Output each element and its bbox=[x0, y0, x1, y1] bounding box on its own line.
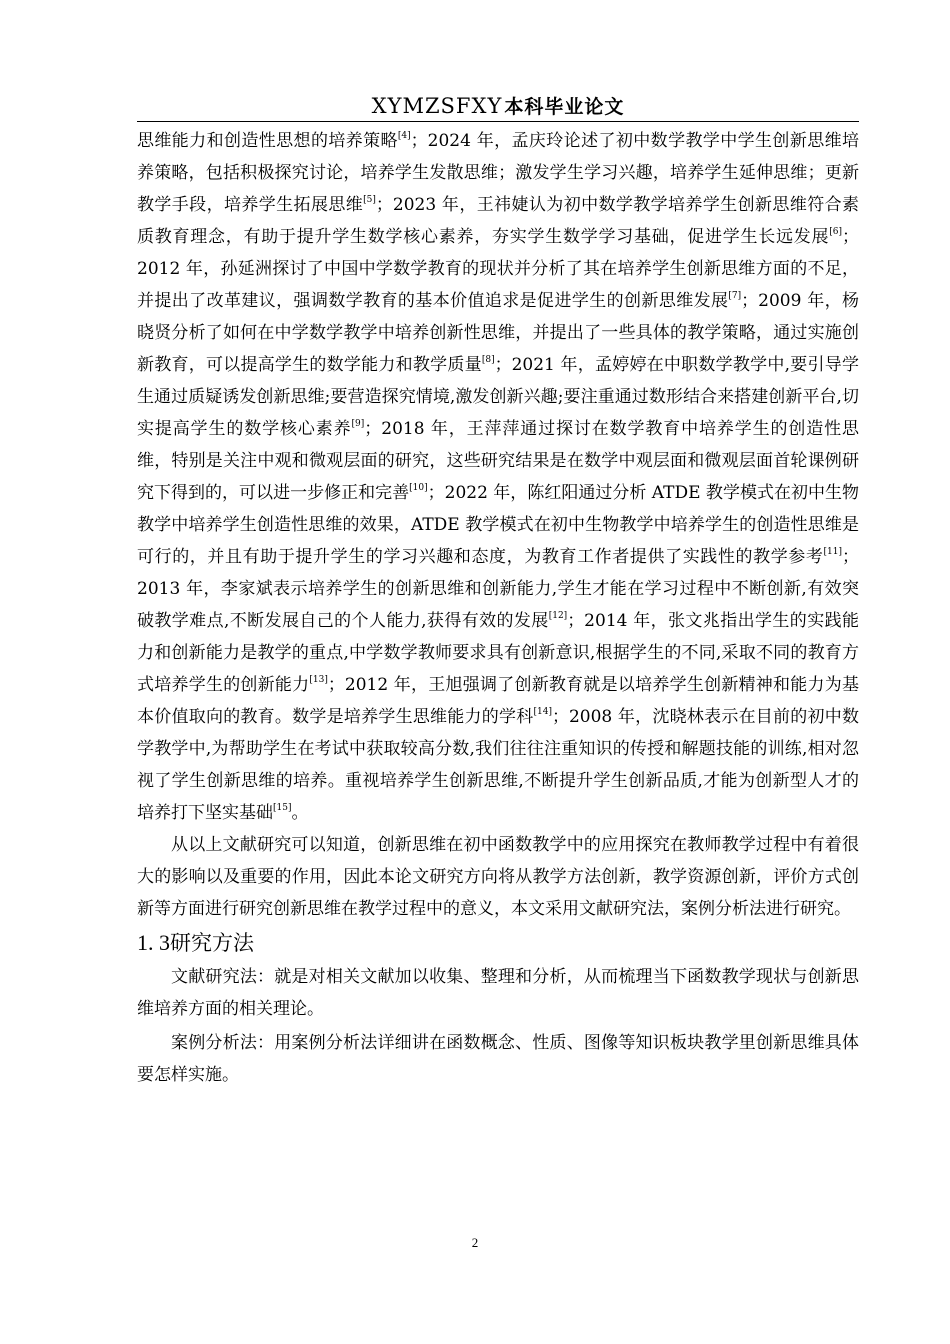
citation-marker: [4] bbox=[397, 131, 411, 141]
citation-marker: [8] bbox=[481, 355, 495, 365]
citation-marker: [12] bbox=[548, 611, 568, 621]
text-run: ；2014 年，张文兆指出学生的实践能力和创新能力是教学的重点,中学数学教师要求具有创新意识,根据学生的不同,采取不同的教育方式培养学生的创新能力 bbox=[137, 611, 859, 695]
text-run: ；2024 年，孟庆玲论述了初中数学教学中学生创新思维培养策略，包括积极探究讨论，培养学生发散思维；激发学生学习兴趣，培养学生延伸思维；更新教学手段，培养学生拓展思维 bbox=[137, 131, 860, 215]
text-run: ；2009 年，杨晓贤分析了如何在中学数学教学中培养创新性思维，并提出了一些具体的教学策略，通过实施创新教育，可以提高学生的数学能力和教学质量 bbox=[137, 291, 860, 375]
literature-review-paragraph bbox=[137, 125, 859, 829]
text-run: ；2012 年，王旭强调了创新教育就是以培养学生创新精神和能力为基本价值取向的教育。数学是培养学生思维能力的学科 bbox=[137, 675, 859, 727]
running-header bbox=[137, 92, 859, 121]
text-run: ；2022 年，陈红阳通过分析 ATDE 教学模式在初中生物教学中培养学生创造性思维的效果，ATDE 教学模式在初中生物教学中培养学生的创造性思维是可行的，并且有助于提升学生的学习兴趣和态度，为教育工作者提供了实践性的教学参考 bbox=[137, 483, 859, 567]
section-number: 1. 3 bbox=[137, 930, 170, 955]
citation-marker: [7] bbox=[728, 291, 742, 301]
citation-marker: [14] bbox=[533, 707, 552, 717]
text-run: ；2021 年，孟婷婷在中职数学教学中,要引导学生通过质疑诱发创新思维;要营造探究情境,激发创新兴趣;要注重通过数形结合来搭建创新平台,切实提高学生的数学核心素养 bbox=[137, 355, 859, 439]
page-body bbox=[137, 125, 859, 1091]
citation-marker: [9] bbox=[351, 419, 365, 429]
citation-marker: [10] bbox=[409, 483, 428, 493]
page-number: 2 bbox=[471, 1235, 479, 1250]
header-rule bbox=[137, 121, 859, 122]
text-run: 。 bbox=[291, 803, 309, 823]
header-chinese: 本科毕业论文 bbox=[504, 96, 625, 118]
text-run: ；2013 年，李家斌表示培养学生的创新思维和创新能力,学生才能在学习过程中不断创新,有效突破教学难点,不断发展自己的个人能力,获得有效的发展 bbox=[137, 547, 859, 631]
citation-marker: [13] bbox=[309, 675, 328, 685]
citation-marker: [6] bbox=[829, 227, 842, 237]
citation-marker: [5] bbox=[363, 195, 376, 205]
text-run: 思维能力和创造性思想的培养策略 bbox=[137, 131, 398, 151]
citation-marker: [15] bbox=[273, 803, 292, 813]
section-heading bbox=[137, 925, 859, 961]
text-run: ；2018 年，王萍萍通过探讨在数学教育中培养学生的创造性思维，特别是关注中观和微观层面的研究，这些研究结果是在数学中观层面和微观层面首轮课例研究下得到的，可以进一步修正和完善 bbox=[137, 419, 859, 503]
method-literature-paragraph: 文献研究法：就是对相关文献加以收集、整理和分析，从而梳理当下函数教学现状与创新思维培养方面的相关理论。 bbox=[137, 967, 859, 1019]
text-run: ；2023 年，王祎婕认为初中数学教学培养学生创新思维符合素质教育理念，有助于提升学生数学核心素养，夯实学生数学学习基础，促进学生长远发展 bbox=[137, 195, 859, 247]
header-latin: XYMZSFXY bbox=[371, 94, 503, 118]
section-title: 研究方法 bbox=[170, 931, 254, 955]
text-run: ；2012 年，孙延洲探讨了中国中学数学教育的现状并分析了其在培养学生创新思维方面的不足，并提出了改革建议，强调数学教育的基本价值追求是促进学生的创新思维发展 bbox=[137, 227, 859, 311]
text-run: ；2008 年，沈晓林表示在目前的初中数学教学中,为帮助学生在考试中获取较高分数,我们往往注重知识的传授和解题技能的训练,相对忽视了学生创新思维的培养。重视培养学生创新思维,不断提升学生创新品质,才能为创新型人才的培养打下坚实基础 bbox=[137, 707, 859, 823]
citation-marker: [11] bbox=[823, 547, 842, 557]
summary-paragraph: 从以上文献研究可以知道，创新思维在初中函数教学中的应用探究在教师教学过程中有着很大的影响以及重要的作用，因此本论文研究方向将从教学方法创新，教学资源创新，评价方式创新等方面进行研究创新思维在教学过程中的意义，本文采用文献研究法，案例分析法进行研究。 bbox=[137, 835, 859, 919]
method-case-paragraph: 案例分析法：用案例分析法详细讲在函数概念、性质、图像等知识板块教学里创新思维具体要怎样实施。 bbox=[137, 1033, 859, 1085]
